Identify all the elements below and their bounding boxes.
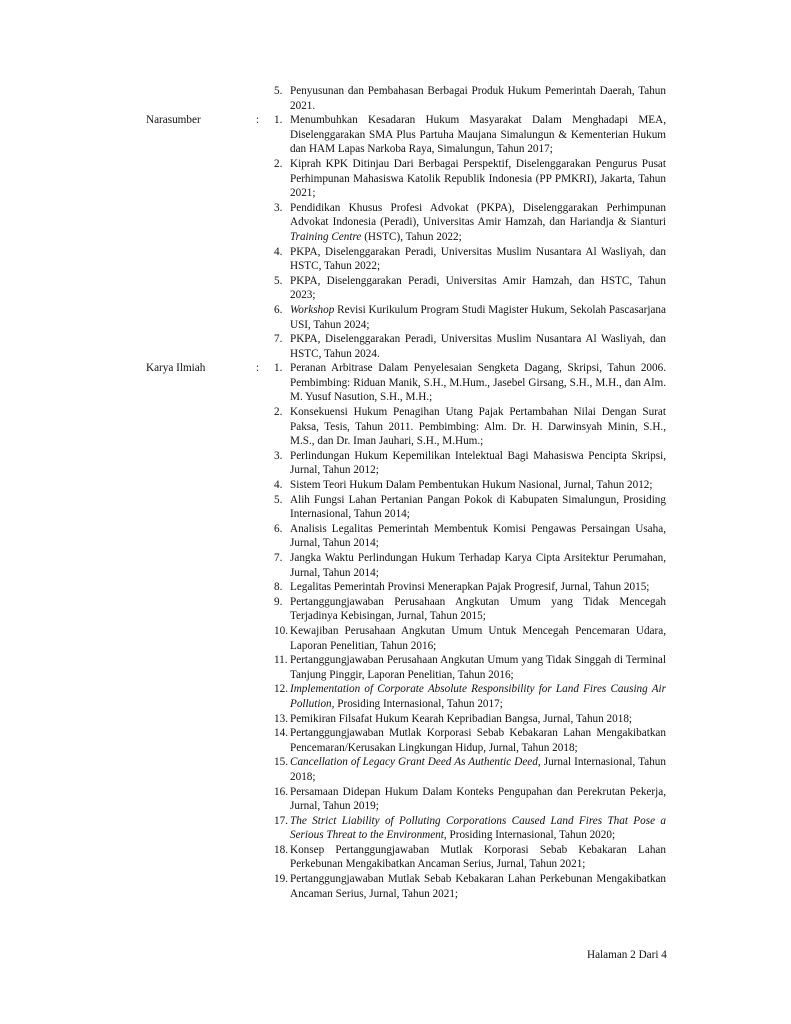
text-run: Perlindungan Hukum Kepemilikan Intelektual Bagi Mahasiswa Pencipta Skripsi, Jurnal, Tahun 2012;	[290, 449, 666, 477]
list-item	[274, 522, 666, 551]
list-item-number: 4.	[274, 479, 283, 492]
italic-text: Workshop	[290, 303, 335, 316]
list-item	[274, 551, 666, 580]
list-item-number: 6.	[274, 522, 283, 535]
section-colon: :	[256, 114, 260, 127]
list-item-number: 16.	[274, 785, 288, 798]
list-item-text	[290, 726, 666, 755]
list-item-number: 13.	[274, 712, 288, 725]
text-run: Alih Fungsi Lahan Pertanian Pangan Pokok di Kabupaten Simalungun, Prosiding Internasional, Tahun 2014;	[290, 493, 666, 521]
list-item-number: 8.	[274, 581, 283, 594]
list-item	[274, 274, 666, 303]
text-run: Legalitas Pemerintah Provinsi Menerapkan Pajak Progresif, Jurnal, Tahun 2015;	[290, 581, 650, 594]
text-run: Jangka Waktu Perlindungan Hukum Terhadap Karya Cipta Arsitektur Perumahan, Jurnal, Tahun 2014;	[290, 552, 666, 579]
list-item	[274, 157, 666, 201]
list-item-text	[290, 245, 666, 274]
continuation-list	[274, 84, 666, 113]
list-item-text	[290, 872, 666, 901]
text-run: PKPA, Diselenggarakan Peradi, Universitas Muslim Nusantara Al Wasliyah, dan HSTC, Tahun 2024.	[290, 333, 666, 360]
list-item-text	[290, 493, 666, 522]
text-run: Pertanggungjawaban Perusahaan Angkutan Umum yang Tidak Mencegah Terjadinya Kebisingan, Jurnal, Tahun 2015;	[290, 595, 666, 623]
section-label: Narasumber	[146, 114, 201, 127]
list-item-number: 9.	[274, 595, 283, 608]
list-item-text	[290, 478, 666, 493]
list-item	[274, 113, 666, 157]
list-item	[274, 814, 666, 843]
text-run: Pertanggungjawaban Mutlak Korporasi Sebab Kebakaran Lahan Mengakibatkan Pencemaran/Kerusakan Lingkungan Hidup, Jurnal, Tahun 2018;	[290, 727, 666, 754]
italic-text: The Strict Liability of Polluting Corporations Caused Land Fires That Pose a Serious Threat to the Environment	[290, 814, 666, 842]
list-item-number: 18.	[274, 843, 288, 856]
list-item	[274, 785, 666, 814]
list-item-number: 3.	[274, 201, 283, 214]
text-run: Kewajiban Perusahaan Angkutan Umum Untuk Mencegah Pencemaran Udara, Laporan Penelitian, Tahun 2016;	[290, 624, 666, 652]
list-item-number: 11.	[274, 654, 288, 667]
section-narasumber	[146, 113, 666, 361]
text-run: Analisis Legalitas Pemerintah Membentuk Komisi Pengawas Persaingan Usaha, Jurnal, Tahun 2014;	[290, 522, 666, 550]
list-item-number: 5.	[274, 85, 283, 97]
list-item	[274, 682, 666, 711]
list-item-number: 1.	[274, 362, 283, 375]
section-label: Karya Ilmiah	[146, 362, 206, 375]
list-item-text	[290, 682, 666, 711]
list-item-text	[290, 712, 666, 727]
list-item-text	[290, 653, 666, 682]
list-item-number: 17.	[274, 814, 288, 827]
text-run: , Jurnal Internasional, Tahun 2018;	[290, 756, 666, 783]
text-run: , Prosiding Internasional, Tahun 2017;	[331, 697, 503, 710]
list-item-text	[290, 303, 666, 332]
list-item-number: 5.	[274, 493, 283, 506]
list-item	[274, 726, 666, 755]
list-item-number: 1.	[274, 114, 283, 127]
section-colon: :	[256, 362, 260, 375]
text-run: PKPA, Diselenggarakan Peradi, Universitas Muslim Nusantara Al Wasliyah, dan HSTC, Tahun 2022;	[290, 245, 666, 273]
list-item	[274, 361, 666, 405]
list-item	[274, 84, 666, 113]
text-run: Sistem Teori Hukum Dalam Pembentukan Hukum Nasional, Jurnal, Tahun 2012;	[290, 479, 653, 492]
list-item-number: 7.	[274, 552, 283, 564]
text-run: (HSTC), Tahun 2022;	[361, 230, 462, 243]
italic-text: Cancellation of Legacy Grant Deed As Authentic Deed	[290, 756, 538, 769]
list-item-text	[290, 201, 666, 245]
list-item-number: 2.	[274, 157, 283, 170]
text-run: Pertanggungjawaban Perusahaan Angkutan Umum yang Tidak Singgah di Terminal Tanjung Pinggir, Laporan Penelitian, Tahun 2016;	[290, 654, 666, 681]
list-item-number: 14.	[274, 727, 288, 740]
list-item	[274, 843, 666, 872]
list-item-text	[290, 113, 666, 157]
list-item-number: 3.	[274, 449, 283, 462]
list-item	[274, 303, 666, 332]
list-item	[274, 755, 666, 784]
list-item	[274, 449, 666, 478]
list-item-text	[290, 595, 666, 624]
list-item	[274, 712, 666, 727]
list-item	[274, 332, 666, 361]
list-item-number: 19.	[274, 873, 288, 886]
narasumber-list	[274, 113, 666, 361]
text-run: Peranan Arbitrase Dalam Penyelesaian Sengketa Dagang, Skripsi, Tahun 2006. Pembimbing: Riduan Manik, S.H., M.Hum., Jasebel Girsang, S.H., M.H., dan Alm. M. Yusuf Nasution, S.H., M.H.;	[290, 362, 666, 404]
list-item	[274, 624, 666, 653]
list-item-text	[290, 755, 666, 784]
text-run: Revisi Kurikulum Program Studi Magister Hukum, Sekolah Pascasarjana USI, Tahun 2024;	[290, 303, 666, 331]
list-item	[274, 478, 666, 493]
list-item-number: 2.	[274, 406, 283, 419]
text-run: Kiprah KPK Ditinjau Dari Berbagai Perspektif, Diselenggarakan Pengurus Pusat Perhimpunan Mahasiswa Katolik Republik Indonesia (PP PMKRI), Jakarta, Tahun 2021;	[290, 157, 666, 200]
list-item-text	[290, 157, 666, 201]
list-item	[274, 493, 666, 522]
continuation-section	[146, 84, 666, 113]
text-run: Persamaan Didepan Hukum Dalam Konteks Pengupahan dan Perekrutan Pekerja, Jurnal, Tahun 2019;	[290, 785, 666, 813]
list-item-number: 12.	[274, 683, 288, 696]
text-run: Pemikiran Filsafat Hukum Kearah Kepribadian Bangsa, Jurnal, Tahun 2018;	[290, 712, 633, 725]
list-item-text	[290, 522, 666, 551]
list-item-text	[290, 551, 666, 580]
text-run: Konsep Pertanggungjawaban Mutlak Korporasi Sebab Kebakaran Lahan Perkebunan Mengakibatkan Ancaman Serius, Jurnal, Tahun 2021;	[290, 843, 666, 871]
list-item-number: 10.	[274, 624, 288, 637]
italic-text: Training Centre	[290, 230, 362, 243]
list-item-text	[290, 580, 666, 595]
list-item	[274, 405, 666, 449]
list-item-number: 7.	[274, 333, 283, 346]
list-item-text	[290, 814, 666, 843]
list-item	[274, 201, 666, 245]
section-karya-ilmiah	[146, 361, 666, 901]
list-item-text	[290, 405, 666, 449]
list-item-text	[290, 449, 666, 478]
text-run: Pertanggungjawaban Mutlak Sebab Kebakaran Lahan Perkebunan Mengakibatkan Ancaman Serius, Jurnal, Tahun 2021;	[290, 873, 666, 900]
list-item-text	[290, 785, 666, 814]
list-item-number: 6.	[274, 303, 283, 316]
list-item	[274, 580, 666, 595]
list-item-text	[290, 624, 666, 653]
text-run: Pendidikan Khusus Profesi Advokat (PKPA), Diselenggarakan Perhimpunan Advokat Indonesia (Peradi), Universitas Amir Hamzah, dan Hariandja & Sianturi	[290, 201, 666, 229]
list-item	[274, 653, 666, 682]
text-run: PKPA, Diselenggarakan Peradi, Universitas Amir Hamzah, dan HSTC, Tahun 2023;	[290, 274, 666, 302]
text-run: Menumbuhkan Kesadaran Hukum Masyarakat Dalam Menghadapi MEA, Diselenggarakan SMA Plus Partuha Maujana Simalungun & Kementerian Hukum dan HAM Lapas Narkoba Raya, Simalungun, Tahun 2017;	[290, 114, 666, 156]
list-item	[274, 595, 666, 624]
list-item-text	[290, 274, 666, 303]
page-number: Halaman 2 Dari 4	[587, 949, 667, 961]
text-run: Konsekuensi Hukum Penagihan Utang Pajak Pertambahan Nilai Dengan Surat Paksa, Tesis, Tahun 2011. Pembimbing: Alm. Dr. H. Darwinsyah Minin, S.H., M.S., dan Dr. Iman Jauhari, S.H., M.Hum.;	[290, 406, 666, 448]
italic-text: Implementation of Corporate Absolute Responsibility for Land Fires Causing Air Pollution	[290, 683, 666, 710]
list-item-text	[290, 361, 666, 405]
list-item-text	[290, 84, 666, 113]
document-content	[146, 84, 666, 901]
list-item	[274, 872, 666, 901]
list-item-number: 5.	[274, 274, 283, 287]
list-item	[274, 245, 666, 274]
text-run: , Prosiding Internasional, Tahun 2020;	[443, 829, 616, 842]
list-item-number: 15.	[274, 756, 288, 769]
text-run: Penyusunan dan Pembahasan Berbagai Produk Hukum Pemerintah Daerah, Tahun 2021.	[290, 85, 666, 112]
list-item-number: 4.	[274, 245, 283, 258]
karya-ilmiah-list	[274, 361, 666, 901]
list-item-text	[290, 843, 666, 872]
list-item-text	[290, 332, 666, 361]
